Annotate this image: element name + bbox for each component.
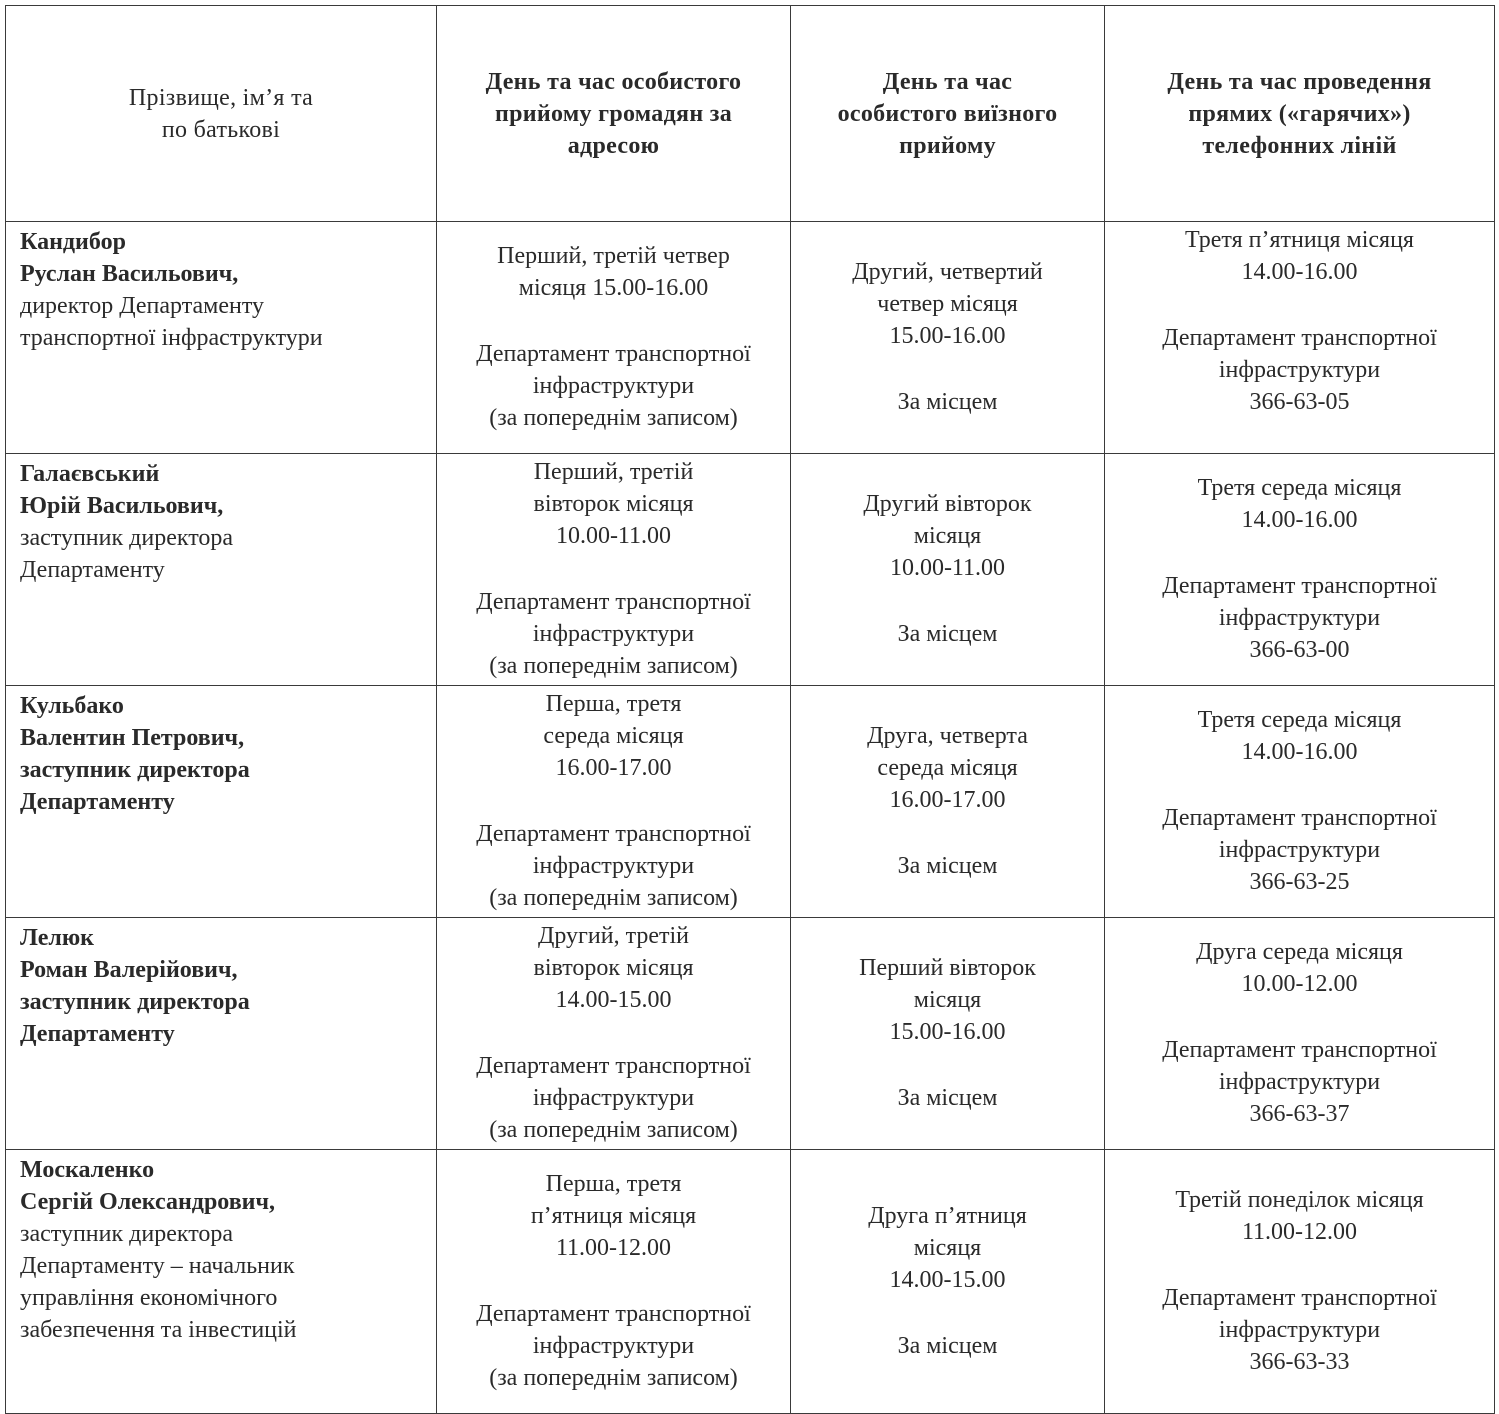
table-header-row	[6, 6, 1495, 222]
official-position: заступник директора Департаменту	[20, 525, 234, 583]
personal-reception-cell	[437, 1150, 791, 1414]
header-visiting-text: День та час особистого виїзного прийому	[837, 68, 1058, 159]
visiting-reception-cell	[791, 222, 1105, 454]
hotline-time: Третя п’ятниця місяця 14.00-16.00	[1185, 227, 1414, 285]
personal-reception-cell	[437, 222, 791, 454]
visiting-reception-place: За місцем	[897, 853, 998, 879]
personal-reception-place: Департамент транспортної інфраструктури (за попереднім записом)	[476, 589, 751, 679]
official-surname: Галаєвський	[20, 461, 160, 487]
visiting-reception-place: За місцем	[897, 389, 998, 415]
hotline-cell	[1105, 686, 1495, 918]
hotline-time: Друга середа місяця 10.00-12.00	[1196, 939, 1403, 997]
official-fullname: Роман Валерійович,	[20, 957, 238, 983]
hotline-time: Третя середа місяця 14.00-16.00	[1197, 707, 1402, 765]
personal-reception-cell	[437, 686, 791, 918]
official-fullname: Валентин Петрович,	[20, 725, 245, 751]
header-name	[6, 6, 437, 222]
hotline-place: Департамент транспортної інфраструктури 366-63-25	[1162, 805, 1437, 895]
header-visiting	[791, 6, 1105, 222]
official-surname: Кульбако	[20, 693, 124, 719]
hotline-time: Третя середа місяця 14.00-16.00	[1197, 475, 1402, 533]
visiting-reception-time: Друга п’ятниця місяця 14.00-15.00	[868, 1203, 1027, 1293]
visiting-reception-time: Друга, четверта середа місяця 16.00-17.00	[867, 723, 1028, 813]
table-row	[6, 222, 1495, 454]
personal-reception-cell	[437, 454, 791, 686]
visiting-reception-place: За місцем	[897, 1085, 998, 1111]
personal-reception-place: Департамент транспортної інфраструктури (за попереднім записом)	[476, 821, 751, 911]
official-name-cell	[6, 686, 437, 918]
visiting-reception-time: Другий вівторок місяця 10.00-11.00	[863, 491, 1032, 581]
table-row	[6, 686, 1495, 918]
visiting-reception-cell	[791, 686, 1105, 918]
personal-reception-time: Перший, третій четвер місяця 15.00-16.00	[497, 243, 730, 301]
visiting-reception-cell	[791, 918, 1105, 1150]
official-position: заступник директора Департаменту – начальник управління економічного забезпечення та інвестицій	[20, 1221, 297, 1343]
personal-reception-place: Департамент транспортної інфраструктури (за попереднім записом)	[476, 1301, 751, 1391]
visiting-reception-place: За місцем	[897, 621, 998, 647]
visiting-reception-time: Перший вівторок місяця 15.00-16.00	[859, 955, 1036, 1045]
hotline-place: Департамент транспортної інфраструктури 366-63-37	[1162, 1037, 1437, 1127]
official-fullname: Руслан Васильович,	[20, 261, 239, 287]
official-name-cell	[6, 1150, 437, 1414]
official-fullname: Сергій Олександрович,	[20, 1189, 276, 1215]
official-fullname: Юрій Васильович,	[20, 493, 224, 519]
hotline-place: Департамент транспортної інфраструктури 366-63-33	[1162, 1285, 1437, 1375]
personal-reception-time: Перша, третя п’ятниця місяця 11.00-12.00	[530, 1171, 697, 1261]
personal-reception-place: Департамент транспортної інфраструктури (за попереднім записом)	[476, 341, 751, 431]
visiting-reception-time: Другий, четвертий четвер місяця 15.00-16.00	[852, 259, 1043, 349]
personal-reception-time: Перша, третя середа місяця 16.00-17.00	[543, 691, 684, 781]
hotline-time: Третій понеділок місяця 11.00-12.00	[1175, 1187, 1424, 1245]
header-hotline	[1105, 6, 1495, 222]
header-hotline-text: День та час проведення прямих («гарячих») телефонних ліній	[1167, 68, 1432, 159]
official-surname: Москаленко	[20, 1157, 155, 1183]
official-position: заступник директора Департаменту	[20, 757, 250, 815]
header-personal	[437, 6, 791, 222]
official-name-cell	[6, 454, 437, 686]
visiting-reception-cell	[791, 454, 1105, 686]
hotline-cell	[1105, 454, 1495, 686]
hotline-cell	[1105, 222, 1495, 454]
header-personal-text: День та час особистого прийому громадян за адресою	[485, 68, 742, 159]
personal-reception-time: Перший, третій вівторок місяця 10.00-11.00	[533, 459, 694, 549]
reception-schedule-table	[5, 5, 1495, 1414]
personal-reception-place: Департамент транспортної інфраструктури (за попереднім записом)	[476, 1053, 751, 1143]
official-name-cell	[6, 918, 437, 1150]
hotline-place: Департамент транспортної інфраструктури 366-63-00	[1162, 573, 1437, 663]
hotline-cell	[1105, 918, 1495, 1150]
table-row	[6, 1150, 1495, 1414]
personal-reception-time: Другий, третій вівторок місяця 14.00-15.00	[533, 923, 694, 1013]
official-position: заступник директора Департаменту	[20, 989, 250, 1047]
official-surname: Кандибор	[20, 229, 126, 255]
hotline-cell	[1105, 1150, 1495, 1414]
hotline-place: Департамент транспортної інфраструктури 366-63-05	[1162, 325, 1437, 415]
visiting-reception-place: За місцем	[897, 1333, 998, 1359]
visiting-reception-cell	[791, 1150, 1105, 1414]
official-surname: Лелюк	[20, 925, 95, 951]
official-name-cell	[6, 222, 437, 454]
header-name-text: Прізвище, ім’я та по батькові	[128, 84, 314, 143]
official-position: директор Департаменту транспортної інфраструктури	[20, 293, 323, 351]
table-row	[6, 454, 1495, 686]
personal-reception-cell	[437, 918, 791, 1150]
table-row	[6, 918, 1495, 1150]
